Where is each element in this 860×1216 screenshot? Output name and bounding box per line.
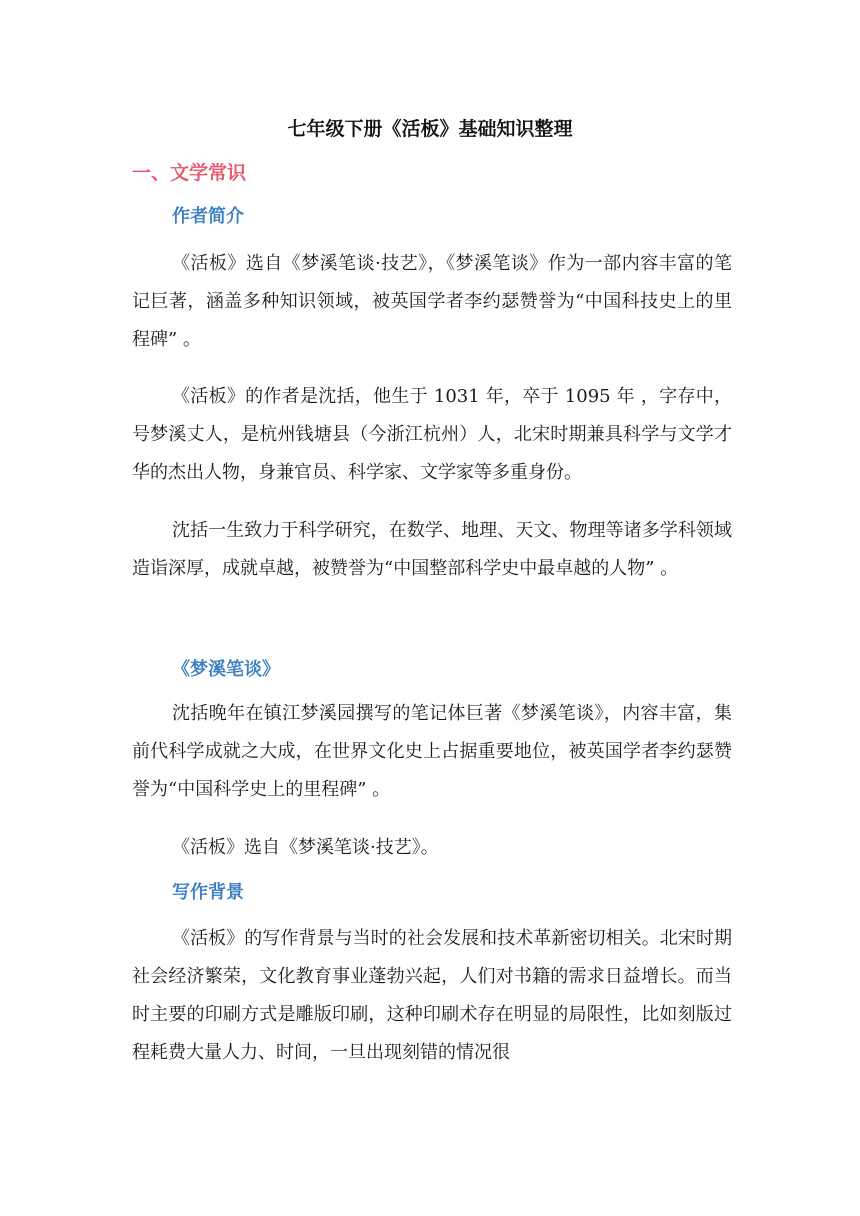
document-title: 七年级下册《活板》基础知识整理 — [287, 118, 573, 140]
section-heading-literary-knowledge: 一、文学常识 — [132, 162, 247, 184]
paragraph-mengxi-1: 沈括晚年在镇江梦溪园撰写的笔记体巨著《梦溪笔谈》，内容丰富，集前代科学成就之大成，在世界文化史上占据重要地位，被英国学者李约瑟赞誉为“中国科学史上的里程碑” 。 — [132, 703, 732, 800]
subheading-author-intro: 作者简介 — [172, 206, 244, 227]
paragraph-mengxi-2: 《活板》选自《梦溪笔谈·技艺》。 — [172, 837, 439, 858]
paragraph-background-1: 《活板》的写作背景与当时的社会发展和技术革新密切相关。北宋时期社会经济繁荣，文化教育事业蓬勃兴起，人们对书籍的需求日益增长。而当时主要的印刷方式是雕版印刷，这种印刷术存在明显的局限性，比如刻版过程耗费大量人力、时间，一旦出现刻错的情况很 — [132, 928, 732, 1063]
paragraph-author-intro-3: 沈括一生致力于科学研究，在数学、地理、天文、物理等诸多学科领域造诣深厚，成就卓越，被赞誉为“中国整部科学史中最卓越的人物” 。 — [132, 520, 732, 579]
paragraph-author-intro-1: 《活板》选自《梦溪笔谈·技艺》，《梦溪笔谈》作为一部内容丰富的笔记巨著，涵盖多种知识领域，被英国学者李约瑟赞誉为“中国科技史上的里程碑” 。 — [132, 253, 732, 350]
subheading-mengxi-bitan: 《梦溪笔谈》 — [172, 659, 280, 680]
paragraph-author-intro-2: 《活板》的作者是沈括，他生于 1031 年，卒于 1095 年 ，字存中，号梦溪丈人，是杭州钱塘县（今浙江杭州）人，北宋时期兼具科学与文学才华的杰出人物，身兼官员、科学家、文学家等多重身份。 — [132, 386, 732, 483]
subheading-writing-background: 写作背景 — [172, 882, 244, 903]
